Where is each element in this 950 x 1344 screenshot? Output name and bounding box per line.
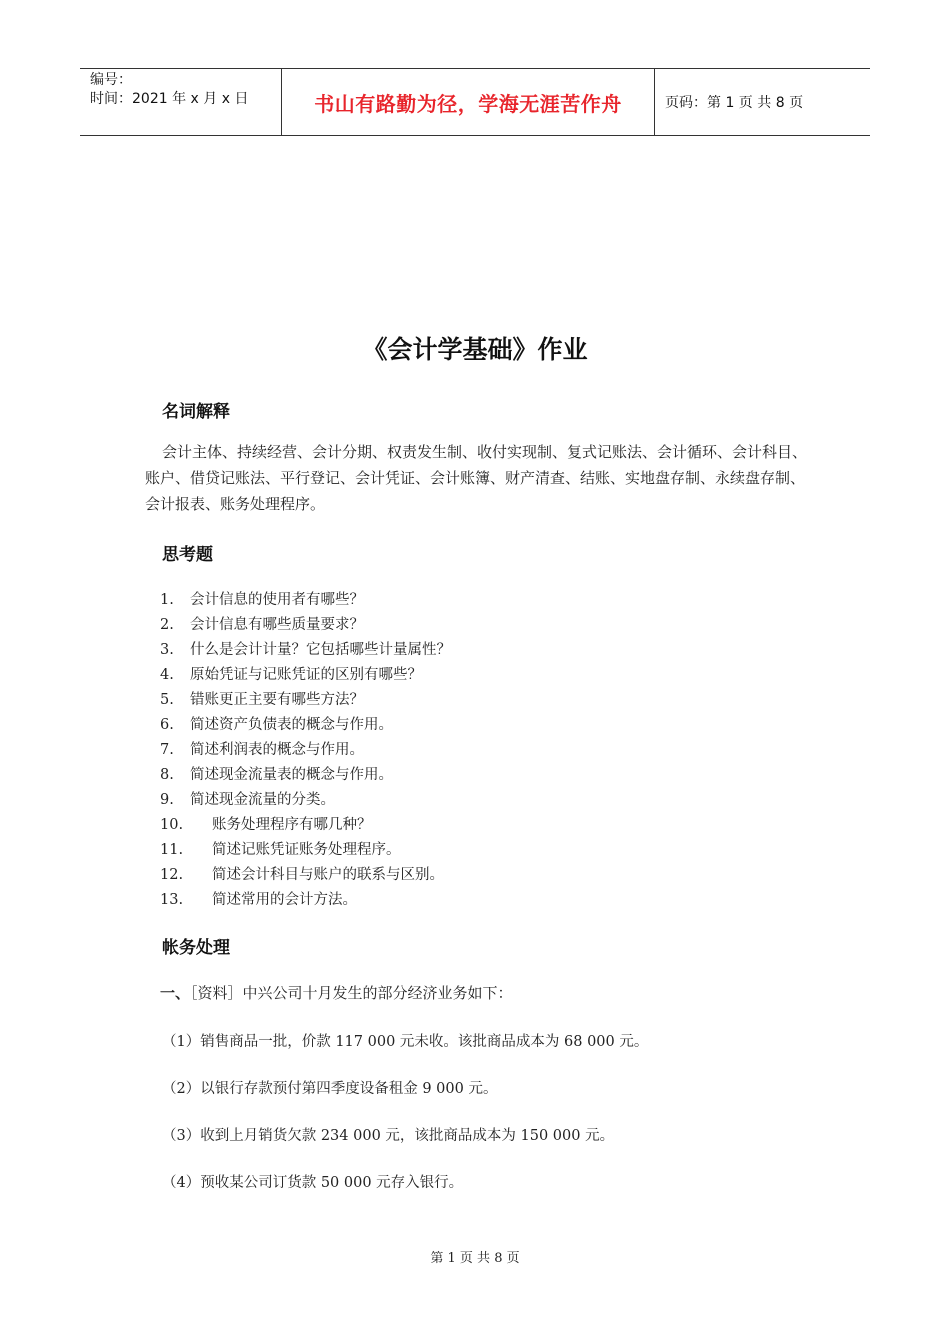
question-number: 1. (160, 592, 174, 608)
question-number: 5. (160, 692, 174, 708)
question-list (160, 588, 451, 913)
question-item (160, 813, 451, 838)
question-text: 原始凭证与记账凭证的区别有哪些？ (190, 667, 422, 683)
question-number: 12. (160, 867, 184, 883)
question-item (160, 888, 451, 913)
question-text: 账务处理程序有哪几种？ (212, 817, 372, 833)
question-text: 简述利润表的概念与作用。 (190, 742, 364, 758)
question-number: 3. (160, 642, 174, 658)
question-text: 简述记账凭证账务处理程序。 (212, 842, 401, 858)
question-item (160, 838, 451, 863)
question-number: 10. (160, 817, 184, 833)
serial-number-label: 编号： (90, 72, 132, 88)
question-item (160, 863, 451, 888)
section-heading-accounting: 帐务处理 (162, 938, 230, 958)
problem-text: ［资料］中兴公司十月发生的部分经济业务如下： (190, 984, 513, 1002)
question-number: 4. (160, 667, 174, 683)
question-text: 会计信息有哪些质量要求？ (190, 617, 364, 633)
question-number: 8. (160, 767, 174, 783)
page-info: 页码：第 1 页 共 8 页 (665, 95, 804, 111)
section-heading-terms: 名词解释 (162, 402, 230, 422)
header-motto-cell (281, 69, 655, 135)
question-text: 会计信息的使用者有哪些？ (190, 592, 364, 608)
transaction-item: （4）预收某公司订货款 50 000 元存入银行。 (162, 1175, 464, 1191)
question-item (160, 663, 451, 688)
question-number: 13. (160, 892, 184, 908)
question-text: 简述现金流量表的概念与作用。 (190, 767, 393, 783)
question-number: 6. (160, 717, 174, 733)
question-item (160, 788, 451, 813)
header-meta-cell (80, 69, 281, 135)
question-item (160, 613, 451, 638)
motto-text: 书山有路勤为径，学海无涯苦作舟 (314, 91, 622, 116)
terms-paragraph: 会计主体、持续经营、会计分期、权责发生制、收付实现制、复式记账法、会计循环、会计科目、账户、借贷记账法、平行登记、会计凭证、会计账簿、财产清查、结账、实地盘存制、永续盘存制、会计报表、账务处理程序。 (145, 443, 808, 513)
question-number: 2. (160, 617, 174, 633)
question-number: 7. (160, 742, 174, 758)
header-page-cell (655, 69, 870, 135)
question-item (160, 763, 451, 788)
transaction-item: （3）收到上月销货欠款 234 000 元，该批商品成本为 150 000 元。 (162, 1128, 615, 1144)
problem-number: 一、 (160, 984, 191, 1002)
document-header (80, 68, 870, 136)
question-item (160, 738, 451, 763)
document-title: 《会计学基础》作业 (362, 335, 588, 364)
transaction-item: （1）销售商品一批，价款 117 000 元未收。该批商品成本为 68 000 元。 (162, 1034, 649, 1050)
date-label: 时间：2021 年 x 月 x 日 (90, 91, 249, 107)
question-number: 9. (160, 792, 174, 808)
question-item (160, 688, 451, 713)
question-number: 11. (160, 842, 184, 858)
question-text: 简述会计科目与账户的联系与区别。 (212, 867, 444, 883)
problem-statement (160, 982, 513, 1003)
question-text: 简述常用的会计方法。 (212, 892, 357, 908)
transaction-item: （2）以银行存款预付第四季度设备租金 9 000 元。 (162, 1081, 498, 1097)
question-text: 简述资产负债表的概念与作用。 (190, 717, 393, 733)
question-text: 什么是会计计量？它包括哪些计量属性？ (190, 642, 451, 658)
page-footer: 第 1 页 共 8 页 (430, 1251, 520, 1266)
question-text: 简述现金流量的分类。 (190, 792, 335, 808)
question-item (160, 638, 451, 663)
question-item (160, 713, 451, 738)
question-item (160, 588, 451, 613)
question-text: 错账更正主要有哪些方法？ (190, 692, 364, 708)
section-heading-questions: 思考题 (162, 545, 213, 565)
